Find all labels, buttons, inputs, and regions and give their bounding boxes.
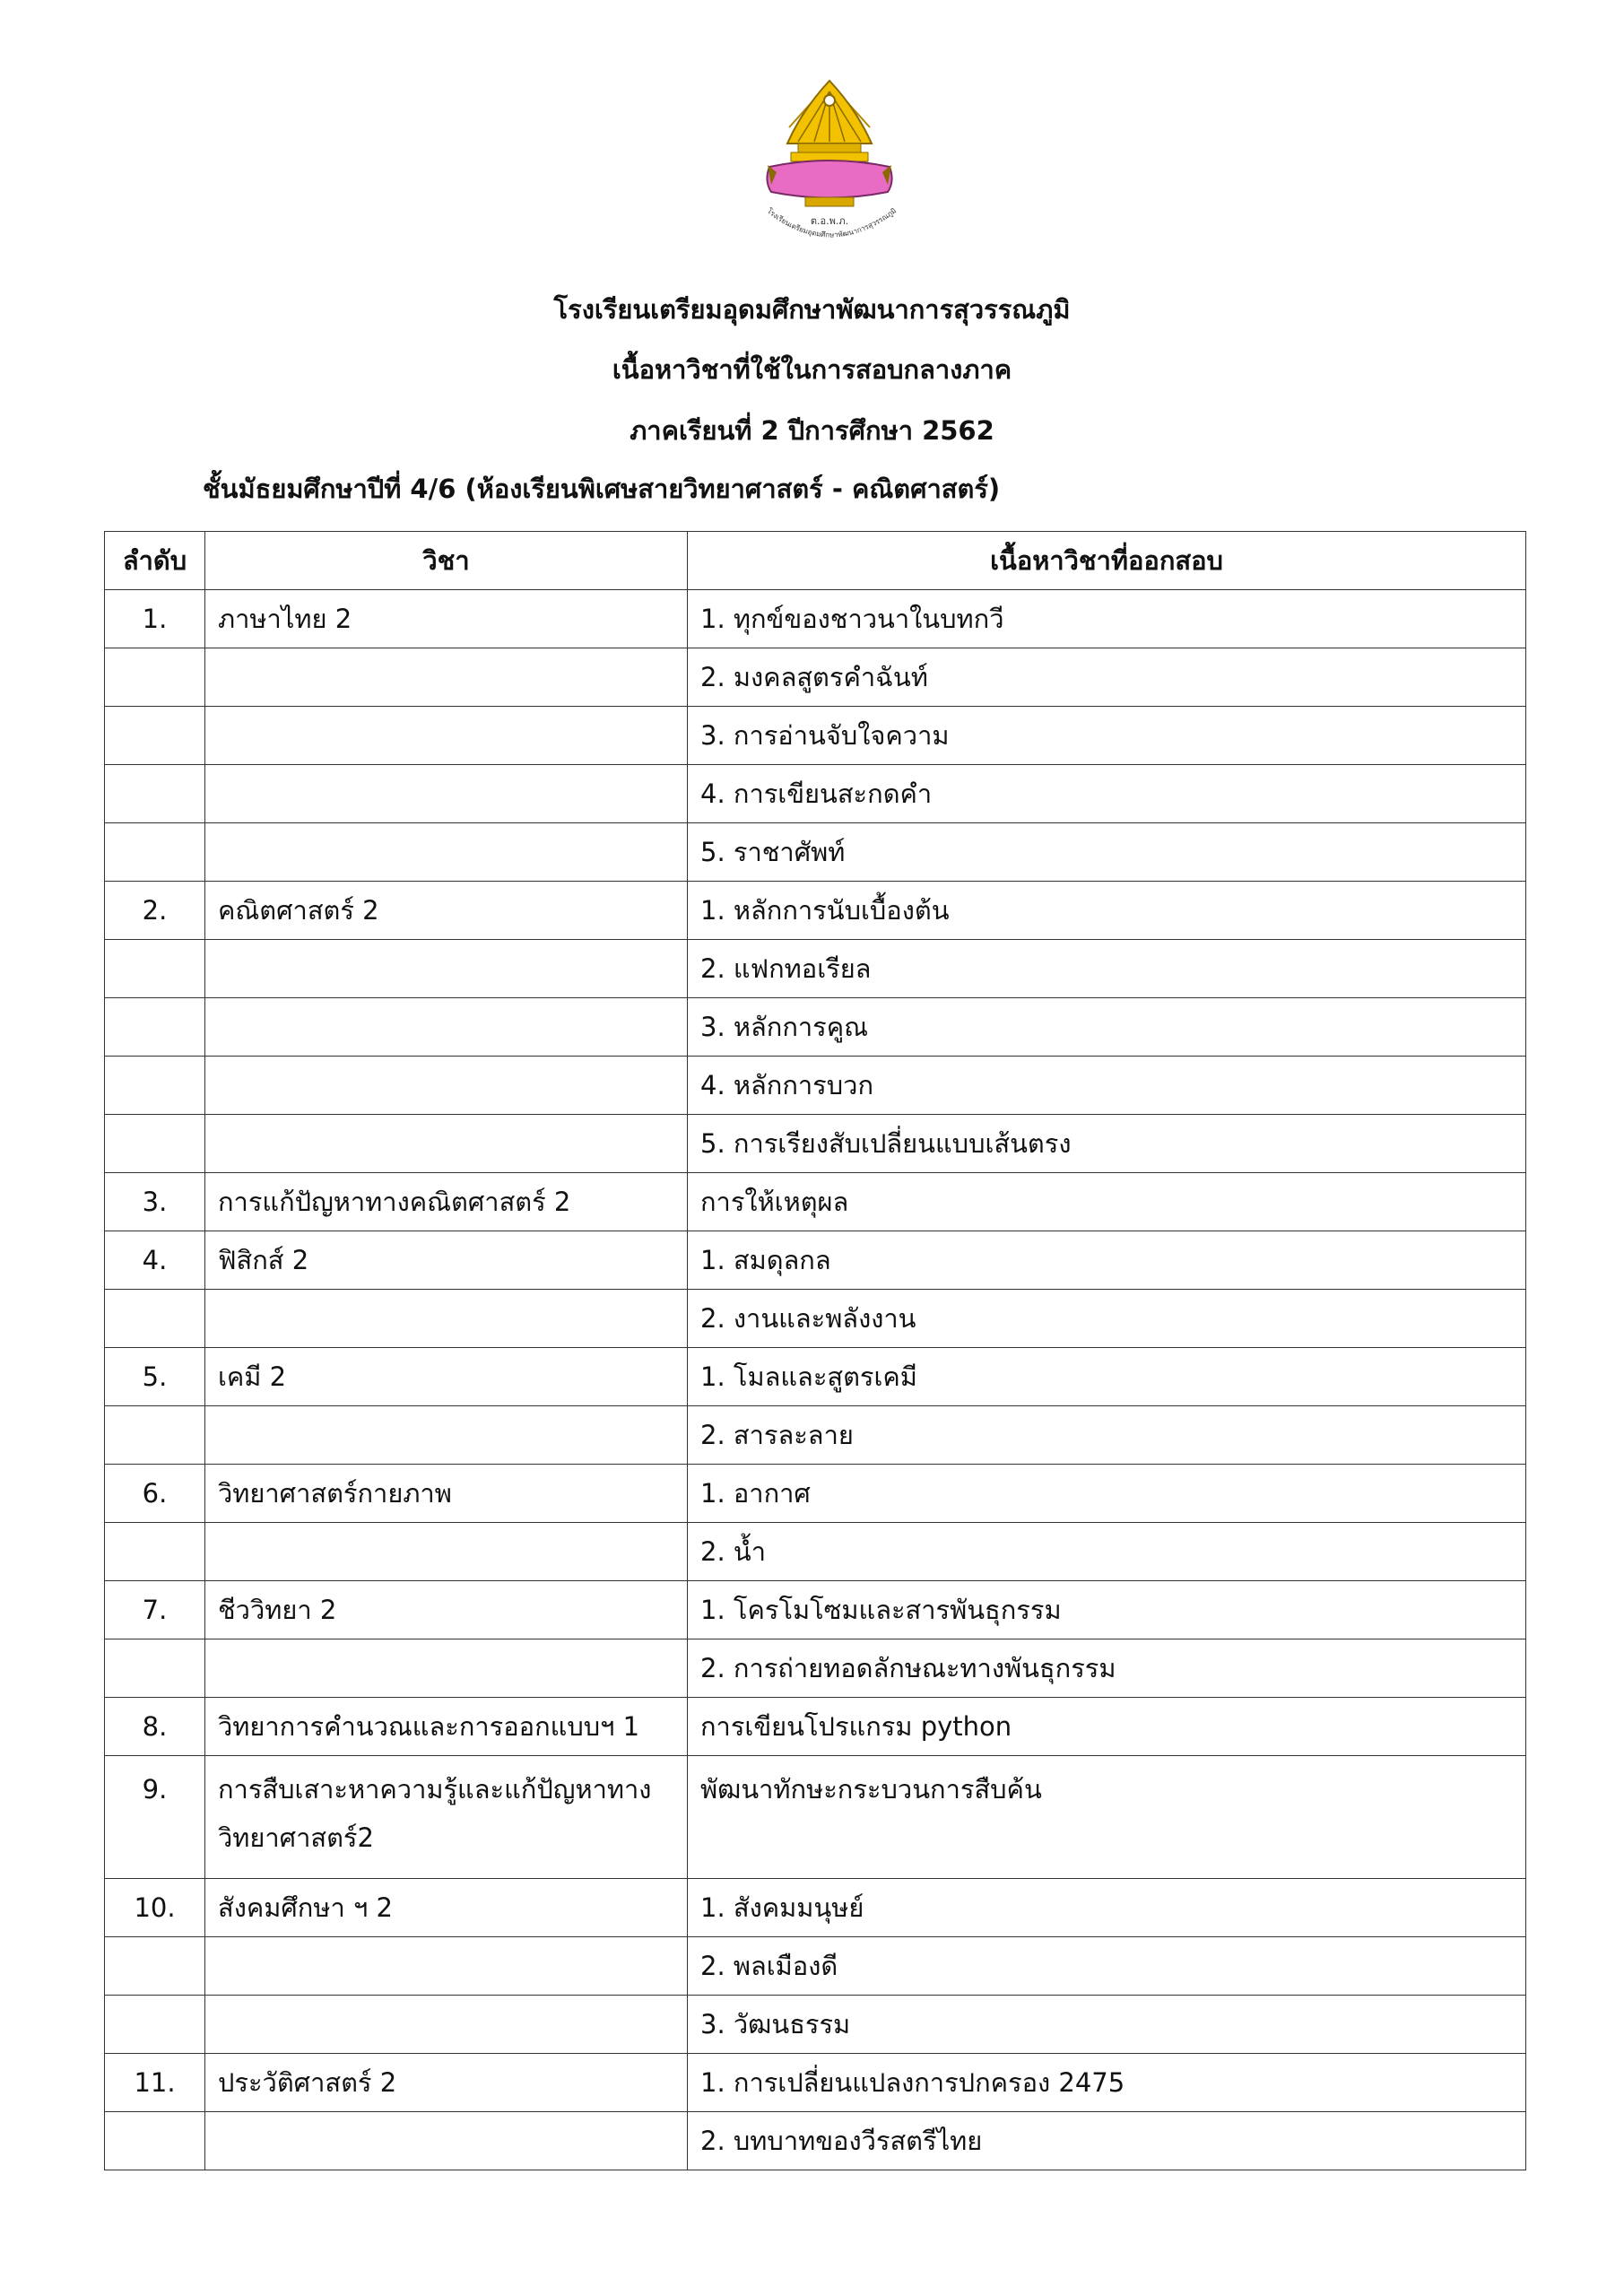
table-row [105, 823, 1526, 882]
row-number [105, 2112, 205, 2170]
table-row [105, 1996, 1526, 2054]
row-number: 4. [105, 1231, 205, 1290]
row-subject [205, 940, 688, 998]
row-number [105, 1057, 205, 1115]
document-title: เนื้อหาวิชาที่ใช้ในการสอบกลางภาค [612, 354, 1012, 385]
table-row [105, 1231, 1526, 1290]
table-row [105, 1348, 1526, 1406]
row-subject [205, 707, 688, 765]
row-number [105, 648, 205, 707]
table-row [105, 765, 1526, 823]
row-number [105, 1290, 205, 1348]
table-row [105, 2054, 1526, 2112]
row-number: 3. [105, 1173, 205, 1231]
row-number: 2. [105, 882, 205, 940]
table-row [105, 1937, 1526, 1996]
row-number: 7. [105, 1581, 205, 1639]
row-content: 1. สังคมมนุษย์ [688, 1879, 1526, 1937]
table-row [105, 1523, 1526, 1581]
row-subject: เคมี 2 [205, 1348, 688, 1406]
table-header-row [105, 532, 1526, 590]
row-number [105, 1406, 205, 1465]
row-content: 5. ราชาศัพท์ [688, 823, 1526, 882]
row-number [105, 1937, 205, 1996]
table-row [105, 707, 1526, 765]
row-content: พัฒนาทักษะกระบวนการสืบค้น [688, 1756, 1526, 1879]
row-content: 1. ทุกข์ของชาวนาในบทกวี [688, 590, 1526, 648]
row-subject [205, 1406, 688, 1465]
row-subject [205, 823, 688, 882]
row-subject [205, 1115, 688, 1173]
column-header-no: ลำดับ [105, 532, 205, 590]
row-subject: การแก้ปัญหาทางคณิตศาสตร์ 2 [205, 1173, 688, 1231]
row-content: 2. แฟกทอเรียล [688, 940, 1526, 998]
table-row [105, 2112, 1526, 2170]
table-row [105, 1756, 1526, 1879]
column-header-content: เนื้อหาวิชาที่ออกสอบ [688, 532, 1526, 590]
row-content: 2. การถ่ายทอดลักษณะทางพันธุกรรม [688, 1639, 1526, 1698]
row-number [105, 1523, 205, 1581]
row-subject [205, 1639, 688, 1698]
row-subject [205, 1057, 688, 1115]
row-content: 1. สมดุลกล [688, 1231, 1526, 1290]
row-number [105, 707, 205, 765]
row-number [105, 1115, 205, 1173]
row-number: 10. [105, 1879, 205, 1937]
row-content: 1. หลักการนับเบื้องต้น [688, 882, 1526, 940]
row-subject [205, 1756, 688, 1879]
row-number: 11. [105, 2054, 205, 2112]
row-subject: คณิตศาสตร์ 2 [205, 882, 688, 940]
grade-line: ชั้นมัธยมศึกษาปีที่ 4/6 (ห้องเรียนพิเศษสายวิทยาศาสตร์ - คณิตศาสตร์) [203, 474, 1001, 504]
row-content: 2. สารละลาย [688, 1406, 1526, 1465]
row-subject: สังคมศึกษา ฯ 2 [205, 1879, 688, 1937]
row-content: 2. มงคลสูตรคำฉันท์ [688, 648, 1526, 707]
row-content: 2. บทบาทของวีรสตรีไทย [688, 2112, 1526, 2170]
table-row [105, 648, 1526, 707]
row-number: 8. [105, 1698, 205, 1756]
table-row [105, 1698, 1526, 1756]
row-number [105, 765, 205, 823]
row-number [105, 940, 205, 998]
row-content: 3. การอ่านจับใจความ [688, 707, 1526, 765]
row-content: 1. การเปลี่ยนแปลงการปกครอง 2475 [688, 2054, 1526, 2112]
table-row [105, 1290, 1526, 1348]
table-row [105, 940, 1526, 998]
row-subject [205, 998, 688, 1057]
table-row [105, 1406, 1526, 1465]
row-content: 3. วัฒนธรรม [688, 1996, 1526, 2054]
school-emblem-logo [735, 74, 924, 253]
row-content: 2. งานและพลังงาน [688, 1290, 1526, 1348]
row-subject [205, 765, 688, 823]
table-row [105, 1173, 1526, 1231]
row-content: 4. หลักการบวก [688, 1057, 1526, 1115]
row-content: 3. หลักการคูณ [688, 998, 1526, 1057]
row-number [105, 1996, 205, 2054]
row-subject [205, 1996, 688, 2054]
row-number: 6. [105, 1465, 205, 1523]
row-content: 5. การเรียงสับเปลี่ยนแบบเส้นตรง [688, 1115, 1526, 1173]
emblem-abbr: ต.อ.พ.ภ. [810, 215, 849, 227]
row-content: 2. น้ำ [688, 1523, 1526, 1581]
emblem-arc-text: โรงเรียนเตรียมอุดมศึกษาพัฒนาการสุวรรณภูมิ [765, 206, 899, 239]
row-subject: ฟิสิกส์ 2 [205, 1231, 688, 1290]
row-content: 1. โครโมโซมและสารพันธุกรรม [688, 1581, 1526, 1639]
row-number [105, 998, 205, 1057]
row-number [105, 823, 205, 882]
subject-line-1: การสืบเสาะหาความรู้และแก้ปัญหาทาง [218, 1774, 652, 1805]
row-subject: ประวัติศาสตร์ 2 [205, 2054, 688, 2112]
row-content: 1. โมลและสูตรเคมี [688, 1348, 1526, 1406]
table-body [105, 590, 1526, 2170]
row-content: การให้เหตุผล [688, 1173, 1526, 1231]
row-subject: ภาษาไทย 2 [205, 590, 688, 648]
row-subject [205, 1523, 688, 1581]
row-subject: วิทยาการคำนวณและการออกแบบฯ 1 [205, 1698, 688, 1756]
row-subject [205, 648, 688, 707]
row-number: 9. [105, 1756, 205, 1879]
row-content: 1. อากาศ [688, 1465, 1526, 1523]
term-line: ภาคเรียนที่ 2 ปีการศึกษา 2562 [630, 415, 994, 446]
row-number: 5. [105, 1348, 205, 1406]
table-row [105, 1639, 1526, 1698]
row-subject [205, 2112, 688, 2170]
exam-content-table [104, 531, 1526, 2170]
table-row [105, 1115, 1526, 1173]
row-subject [205, 1290, 688, 1348]
table-row [105, 1581, 1526, 1639]
row-subject: ชีววิทยา 2 [205, 1581, 688, 1639]
row-content: 2. พลเมืองดี [688, 1937, 1526, 1996]
column-header-subject: วิชา [205, 532, 688, 590]
table-row [105, 1879, 1526, 1937]
row-content: การเขียนโปรแกรม python [688, 1698, 1526, 1756]
school-name: โรงเรียนเตรียมอุดมศึกษาพัฒนาการสุวรรณภูมิ [553, 294, 1071, 325]
subject-line-2: วิทยาศาสตร์2 [218, 1822, 374, 1853]
row-number [105, 1639, 205, 1698]
table-row [105, 998, 1526, 1057]
row-number: 1. [105, 590, 205, 648]
table-row [105, 590, 1526, 648]
table-row [105, 1465, 1526, 1523]
row-subject [205, 1937, 688, 1996]
table-row [105, 882, 1526, 940]
row-content: 4. การเขียนสะกดคำ [688, 765, 1526, 823]
table-row [105, 1057, 1526, 1115]
row-subject: วิทยาศาสตร์กายภาพ [205, 1465, 688, 1523]
